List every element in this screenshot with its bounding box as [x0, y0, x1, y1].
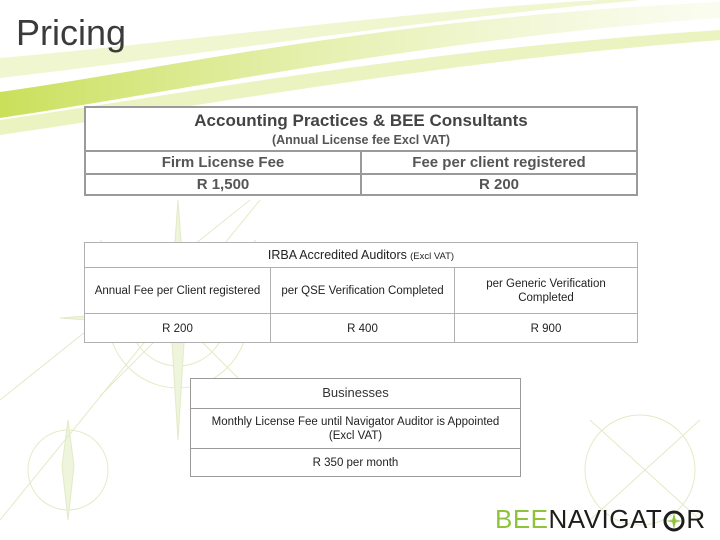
- business-pricing-table: [190, 378, 521, 477]
- price-cell: R 200: [85, 314, 271, 343]
- table-row: [191, 409, 520, 449]
- table-heading: Businesses: [191, 379, 520, 409]
- page-title: Pricing: [16, 12, 127, 53]
- price-cell: R 200: [478, 176, 520, 193]
- table-row: [86, 152, 636, 175]
- column-header: Firm License Fee: [86, 152, 362, 173]
- column-header: per Generic Verification Completed: [486, 277, 606, 304]
- irba-pricing-table: [84, 242, 638, 343]
- accounting-pricing-table: [84, 106, 638, 196]
- price-cell: R 1,500: [86, 175, 362, 196]
- table-heading-note: (Excl VAT): [410, 251, 455, 262]
- table-heading: [85, 243, 637, 268]
- price-cell: R 900: [530, 322, 562, 335]
- table-row: [85, 268, 637, 314]
- price-cell: R 350 per month: [312, 457, 399, 469]
- table-row: [86, 175, 636, 196]
- fee-description: Monthly License Fee until Navigator Auditor is Appointed (Excl VAT): [211, 415, 500, 442]
- column-header: Annual Fee per Client registered: [85, 268, 271, 313]
- table-subheading: (Annual License fee Excl VAT): [271, 133, 451, 147]
- table-heading-text: IRBA Accredited Auditors: [267, 248, 407, 262]
- logo-text-navigat: NAVIGAT: [548, 503, 663, 534]
- bee-navigator-logo: [495, 502, 706, 536]
- column-header: Fee per client registered: [412, 154, 586, 171]
- column-header: per QSE Verification Completed: [271, 268, 455, 313]
- logo-text-r: R: [686, 503, 706, 534]
- logo-text-bee: BEE: [495, 503, 549, 534]
- price-cell: R 400: [271, 314, 455, 343]
- compass-icon: [663, 508, 685, 530]
- table-header: [86, 108, 636, 152]
- table-row: [85, 314, 637, 343]
- table-heading: Accounting Practices & BEE Consultants: [194, 111, 528, 130]
